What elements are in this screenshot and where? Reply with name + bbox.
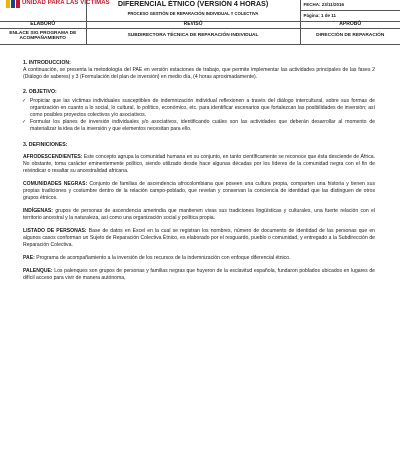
document-title: DIFERENCIAL ÉTNICO (VERSIÓN 4 HORAS) <box>117 0 269 8</box>
definition-item <box>23 181 375 202</box>
definition-text: Este concepto agrupa la comunidad humana en su conjunto, en tanto científicamente se reconoce que ésta desciende de África. No obstante, toma carácter eminentemente político, siendo utilizado desde hace algunas décadas por los líderes de la comunidad negra con el fin de reivindicar o resaltar su ancestralidad africana. <box>23 154 375 174</box>
names-row <box>0 29 400 45</box>
role-aprobo: APROBÓ <box>339 21 362 27</box>
definition-item <box>23 208 375 222</box>
logo-text: UNIDAD PARA LAS VÍCTIMAS <box>22 0 110 6</box>
checkmark-icon: ✓ <box>22 119 27 125</box>
objective-item <box>22 98 375 119</box>
definition-text: grupos de personas de ascendencia amerindia que mantienen vivas sus tradiciones lingüísticas y culturales, una fuerte relación con el territorio ancestral y la naturaleza, así como una organización social y política propia. <box>23 208 375 221</box>
name-aprobo: DIRECCIÓN DE REPARACIÓN <box>316 33 385 39</box>
definitions-heading: 3. DEFINICIONES: <box>23 142 68 148</box>
document-body <box>23 60 375 282</box>
objective-text: Formular los planes de inversión individuales y/o asociativos, identificando cuáles son las actividades que deberán desarrollar al momento de materializar la idea de la inversión y que elementos necesitan para ello. <box>30 119 375 132</box>
definition-item <box>23 228 375 249</box>
objective-text: Propiciar que las víctimas individuales susceptibles de indemnización individual reflexionen a través del diálogo intercultural, sobre sus formas de organización en cuanto a lo social, lo cultural, lo político, económico, etc. para identificar escenarios que fortalezcan las posibilidades de inversión; así como posibles proyectos colectivos y/o asociativos. <box>30 98 375 118</box>
definition-text: Los palenques son grupos de personas y familias negras que huyeron de la esclavitud española, fundaron poblados ubicados en lugares de difícil acceso para vivir de manera autónoma, <box>23 268 375 281</box>
definition-term: COMUNIDADES NEGRAS: <box>23 181 88 187</box>
logo-cell <box>0 0 110 21</box>
name-elaboro: ENLACE SIG PROGRAMA DE ACOMPAÑAMIENTO <box>0 29 87 44</box>
document-header <box>0 0 400 45</box>
definition-term: PALENQUE: <box>23 268 53 274</box>
checkmark-icon: ✓ <box>22 98 27 104</box>
name-reviso: SUBDIRECTORA TÉCNICA DE REPARACIÓN INDIVIDUAL <box>87 29 301 44</box>
header-top-row <box>0 0 400 22</box>
definition-text: Conjunto de familias de ascendencia afrocolombiana que poseen una cultura propia, comparten una historia y tienen sus propias tradiciones y costumbre dentro de la relación campo-poblado, que revelan y conservan la conciencia de identidad que las distinguen de otros grupos étnicos. <box>23 181 375 201</box>
intro-paragraph: A continuación, se presenta la metodología del PAE en versión estaciones de trabajo, que permite implementar las actividades principales de las fases 2 (Diálogo de saberes) y 3 (Formulación del plan de inversión) en medio día, (4 horas aproximadamente). <box>23 67 375 80</box>
objective-item <box>22 119 375 133</box>
process-name: PROCESO GESTIÓN DE REPARACIÓN INDIVIDUAL Y COLECTIVA <box>127 11 259 16</box>
role-elaboro: ELABORÓ <box>0 22 87 28</box>
definition-term: LISTADO DE PERSONAS: <box>23 228 87 234</box>
role-reviso: REVISÓ <box>87 22 301 28</box>
definition-text: Programa de acompañamiento a la inversión de los recursos de la indemnización con enfoque diferencial étnico. <box>34 255 291 261</box>
definition-item <box>23 268 375 282</box>
objective-list <box>23 98 375 133</box>
definition-item <box>23 154 375 175</box>
meta-cell <box>301 0 400 21</box>
objective-heading: 2. OBJETIVO: <box>23 89 57 95</box>
definition-text: Base de datos en Excel en la cual se registran los nombres, número de documento de identidad de las personas que en algunos casos conforman un Sujeto de Reparación Colectiva Étnico, es elaborado por el resguardo, pueblo o comunidad, y entregado a la Subdirección de Reparación Colectiva. <box>23 228 376 248</box>
page-label: Página: 1 de 11 <box>303 13 337 18</box>
unidad-victimas-logo-icon <box>6 0 20 8</box>
definition-term: PAE: <box>23 255 35 261</box>
definition-term: AFRODESCENDIENTES: <box>23 154 83 160</box>
date-label: FECHA: 23/11/2016 <box>301 0 400 11</box>
title-cell <box>87 0 301 21</box>
intro-heading: 1. INTRODUCCION: <box>23 60 71 66</box>
definition-item <box>23 255 375 262</box>
definition-term: INDÍGENAS: <box>23 208 53 214</box>
